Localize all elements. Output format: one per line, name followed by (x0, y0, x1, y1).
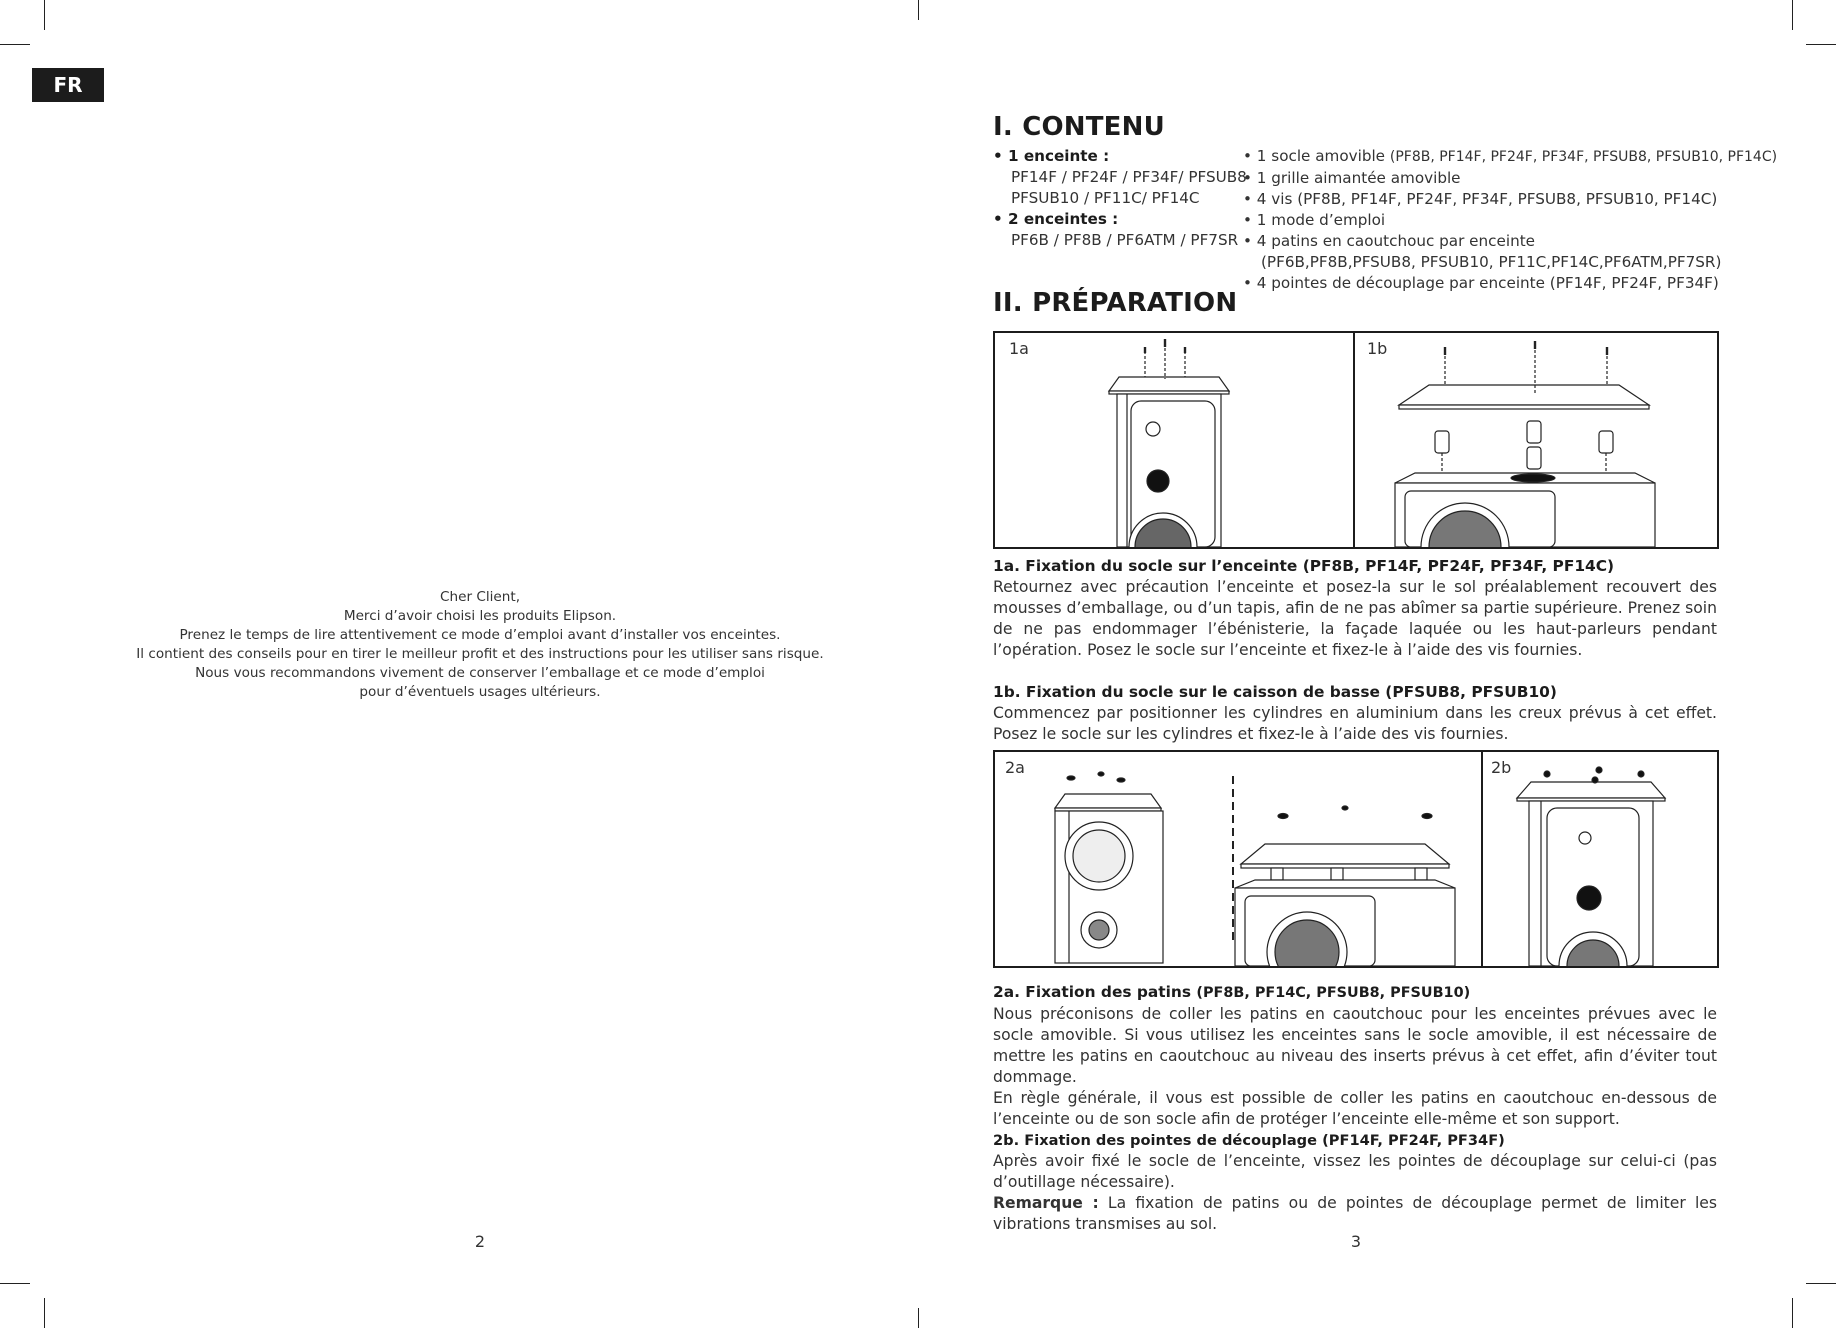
paragraph-body: Nous préconisons de coller les patins en caoutchouc pour les enceintes prévues avec le socle amovible. Si vous utilisez les enceintes sans le socle amovible, il est nécessaire de mettre les patins en caoutchouc au niveau des inserts prévus à cet effet, afin d’éviter tout dommage. (993, 1005, 1717, 1086)
model-list: PF14F / PF24F / PF34F/ PFSUB8 (1011, 168, 1247, 186)
contents-item: • 4 patins en caoutchouc par enceinte (1243, 232, 1535, 250)
crop-mark (1806, 44, 1836, 45)
contents-item: • 4 vis (PF8B, PF14F, PF24F, PF34F, PFSUB8, PFSUB10, PF14C) (1243, 190, 1718, 208)
paragraph-title: 2a. Fixation des patins (993, 983, 1197, 1001)
two-speakers-label: • 2 enceintes : (993, 210, 1119, 228)
intro-line: Il contient des conseils pour en tirer le meilleur profit et des instructions pour les utiliser sans risque. (136, 646, 824, 662)
language-badge: FR (32, 68, 104, 102)
paragraph-2a (993, 982, 1717, 1235)
section-title-preparation: II. PRÉPARATION (993, 288, 1238, 318)
one-speaker-label: • 1 enceinte : (993, 147, 1110, 165)
paragraph-title: 1a. Fixation du socle sur l’enceinte (PF8B, PF14F, PF24F, PF34F, PF14C) (993, 557, 1615, 575)
crop-mark (918, 0, 919, 20)
contents-item-models: (PF8B, PF14F, PF24F, PF34F, PFSUB8, PFSUB10, PF14C) (1389, 149, 1778, 165)
model-list: PF6B / PF8B / PF6ATM / PF7SR (1011, 231, 1239, 249)
contents-left-column (993, 146, 1247, 251)
section-title-contenu: I. CONTENU (993, 112, 1165, 142)
intro-line: Cher Client, (439, 589, 521, 605)
contents-item: • 1 mode d’emploi (1243, 211, 1386, 229)
crop-mark (1792, 0, 1793, 30)
intro-line: Merci d’avoir choisi les produits Elipson. (343, 608, 617, 624)
model-list: PFSUB10 / PF11C/ PF14C (1011, 189, 1200, 207)
figure-label-1a: 1a (1009, 339, 1029, 358)
contents-item: • 4 pointes de découplage par enceinte (PF14F, PF24F, PF34F) (1243, 274, 1719, 292)
illustration-speaker-base-fixing (995, 333, 1717, 547)
page-number-right: 3 (1350, 1232, 1362, 1251)
paragraph-1b (993, 682, 1717, 745)
paragraph-body: Après avoir fixé le socle de l’enceinte, vissez les pointes de découplage sur celui-ci (pas d’outillage nécessaire). (993, 1152, 1717, 1191)
crop-mark (918, 1308, 919, 1328)
illustration-pads-and-spikes (995, 752, 1717, 966)
intro-line: Nous vous recommandons vivement de conserver l’emballage et ce mode d’emploi (195, 665, 765, 681)
figure-2 (993, 750, 1719, 968)
figure-1 (993, 331, 1719, 549)
contents-item: • 1 grille aimantée amovible (1243, 169, 1461, 187)
paragraph-body: Retournez avec précaution l’enceinte et posez-la sur le sol préalablement recouvert des mousses d’emballage, ou d’un tapis, afin de ne pas abîmer sa partie supérieure. Prenez soin de ne pas endommager l’ébénisterie, la façade laquée ou les haut-parleurs pendant l’opération. Posez le socle sur l’enceinte et fixez-le à l’aide des vis fournies. (993, 578, 1717, 659)
remark-text: La fixation de patins ou de pointes de découplage permet de limiter les vibrations transmises au sol. (993, 1194, 1717, 1233)
remark-label: Remarque : (993, 1194, 1099, 1212)
contents-item-models: (PF6B,PF8B,PFSUB8, PFSUB10, PF11C,PF14C,PF6ATM,PF7SR) (1261, 253, 1722, 271)
figure-label-1b: 1b (1367, 339, 1388, 358)
paragraph-title-models: (PF8B, PF14C, PFSUB8, PFSUB10) (1196, 985, 1471, 1001)
contents-right-column (1243, 146, 1777, 294)
paragraph-title: 2b. Fixation des pointes de découplage (PF14F, PF24F, PF34F) (993, 1132, 1505, 1149)
paragraph-1a (993, 556, 1717, 661)
paragraph-body: En règle générale, il vous est possible de coller les patins en caoutchouc en-dessous de l’enceinte ou de son socle afin de protéger l’enceinte elle-même et son support. (993, 1089, 1717, 1128)
figure-label-2b: 2b (1491, 758, 1512, 777)
figure-label-2a: 2a (1005, 758, 1025, 777)
crop-mark (1792, 1298, 1793, 1328)
intro-line: Prenez le temps de lire attentivement ce mode d’emploi avant d’installer vos enceintes. (179, 627, 781, 643)
paragraph-body: Commencez par positionner les cylindres en aluminium dans les creux prévus à cet effet. Posez le socle sur les cylindres et fixez-le à l’aide des vis fournies. (993, 704, 1717, 743)
contents-item: • 1 socle amovible (1243, 147, 1390, 165)
crop-mark (1806, 1283, 1836, 1284)
page-number-left: 2 (474, 1232, 486, 1251)
paragraph-title: 1b. Fixation du socle sur le caisson de basse (PFSUB8, PFSUB10) (993, 683, 1557, 701)
intro-line: pour d’éventuels usages ultérieurs. (359, 684, 601, 700)
intro-text (100, 588, 860, 702)
